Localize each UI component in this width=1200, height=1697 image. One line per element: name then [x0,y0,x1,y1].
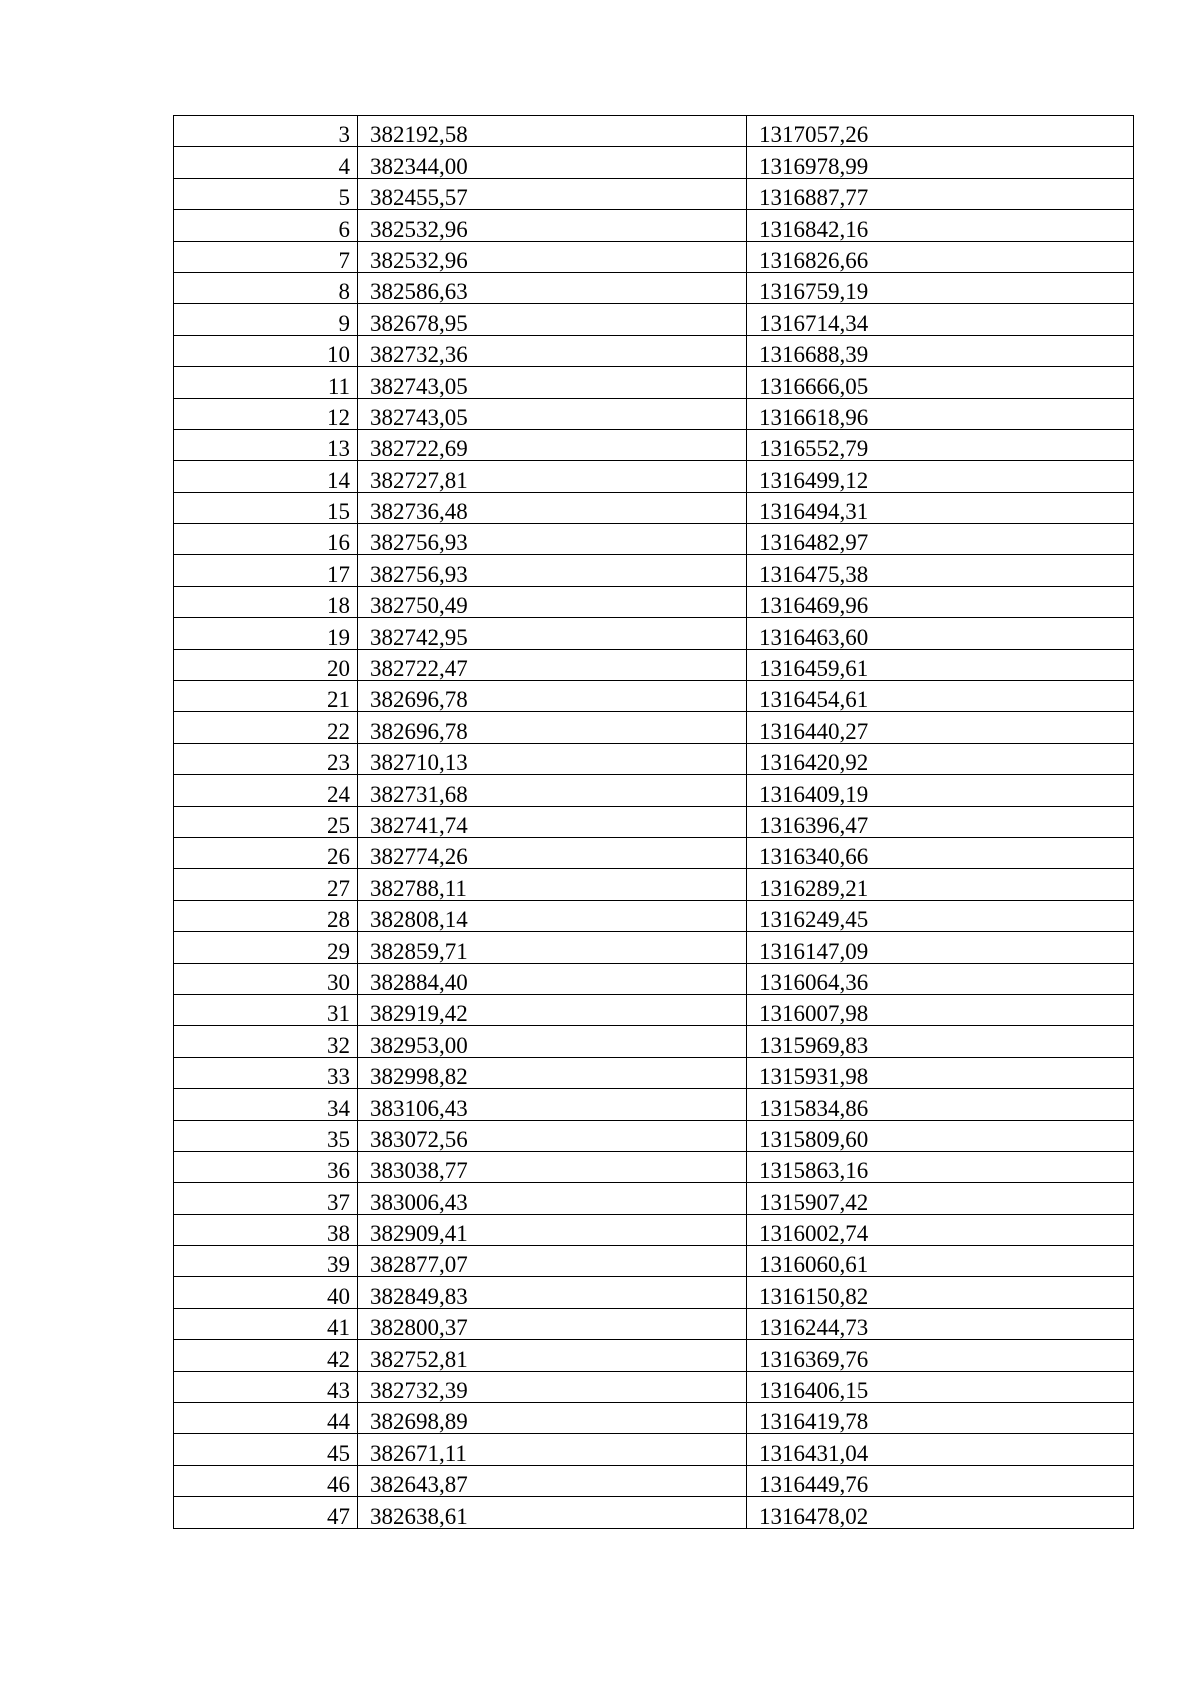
x-coordinate-cell: 382750,49 [358,586,747,617]
y-coordinate-cell: 1316002,74 [747,1214,1134,1245]
point-number-cell: 7 [174,241,358,272]
x-coordinate-cell: 382877,07 [358,1246,747,1277]
y-coordinate-cell: 1315809,60 [747,1120,1134,1151]
table-row [174,649,1134,680]
point-number-cell: 34 [174,1089,358,1120]
table-row [174,900,1134,931]
point-number-cell: 30 [174,963,358,994]
point-number-cell: 31 [174,994,358,1025]
y-coordinate-cell: 1316289,21 [747,869,1134,900]
y-coordinate-cell: 1315834,86 [747,1089,1134,1120]
y-coordinate-cell: 1316007,98 [747,994,1134,1025]
table-row [174,586,1134,617]
point-number-cell: 26 [174,837,358,868]
table-row [174,1120,1134,1151]
x-coordinate-cell: 382953,00 [358,1026,747,1057]
x-coordinate-cell: 382722,47 [358,649,747,680]
y-coordinate-cell: 1316449,76 [747,1465,1134,1496]
x-coordinate-cell: 382743,05 [358,398,747,429]
x-coordinate-cell: 382678,95 [358,304,747,335]
y-coordinate-cell: 1316064,36 [747,963,1134,994]
x-coordinate-cell: 382859,71 [358,932,747,963]
y-coordinate-cell: 1316431,04 [747,1434,1134,1465]
y-coordinate-cell: 1315863,16 [747,1151,1134,1182]
point-number-cell: 11 [174,367,358,398]
table-row [174,1371,1134,1402]
point-number-cell: 15 [174,492,358,523]
coordinate-table [173,115,1134,1529]
point-number-cell: 44 [174,1403,358,1434]
x-coordinate-cell: 382756,93 [358,524,747,555]
y-coordinate-cell: 1316459,61 [747,649,1134,680]
x-coordinate-cell: 382998,82 [358,1057,747,1088]
x-coordinate-cell: 382788,11 [358,869,747,900]
table-row [174,1026,1134,1057]
x-coordinate-cell: 382756,93 [358,555,747,586]
y-coordinate-cell: 1316475,38 [747,555,1134,586]
point-number-cell: 25 [174,806,358,837]
y-coordinate-cell: 1316409,19 [747,775,1134,806]
table-row [174,335,1134,366]
x-coordinate-cell: 382752,81 [358,1340,747,1371]
y-coordinate-cell: 1316147,09 [747,932,1134,963]
point-number-cell: 9 [174,304,358,335]
x-coordinate-cell: 382643,87 [358,1465,747,1496]
table-row [174,398,1134,429]
x-coordinate-cell: 382742,95 [358,618,747,649]
table-row [174,555,1134,586]
point-number-cell: 37 [174,1183,358,1214]
x-coordinate-cell: 382849,83 [358,1277,747,1308]
x-coordinate-cell: 382909,41 [358,1214,747,1245]
table-row [174,1434,1134,1465]
point-number-cell: 10 [174,335,358,366]
x-coordinate-cell: 383006,43 [358,1183,747,1214]
table-row [174,618,1134,649]
x-coordinate-cell: 382736,48 [358,492,747,523]
point-number-cell: 45 [174,1434,358,1465]
point-number-cell: 20 [174,649,358,680]
y-coordinate-cell: 1316369,76 [747,1340,1134,1371]
y-coordinate-cell: 1316759,19 [747,272,1134,303]
table-row [174,1089,1134,1120]
x-coordinate-cell: 382696,78 [358,681,747,712]
point-number-cell: 43 [174,1371,358,1402]
table-row [174,272,1134,303]
point-number-cell: 33 [174,1057,358,1088]
x-coordinate-cell: 382732,39 [358,1371,747,1402]
point-number-cell: 32 [174,1026,358,1057]
y-coordinate-cell: 1316478,02 [747,1497,1134,1528]
x-coordinate-cell: 382732,36 [358,335,747,366]
table-row [174,147,1134,178]
table-row [174,1308,1134,1339]
y-coordinate-cell: 1316406,15 [747,1371,1134,1402]
x-coordinate-cell: 382800,37 [358,1308,747,1339]
table-row [174,932,1134,963]
point-number-cell: 40 [174,1277,358,1308]
x-coordinate-cell: 383072,56 [358,1120,747,1151]
y-coordinate-cell: 1316469,96 [747,586,1134,617]
table-row [174,1340,1134,1371]
point-number-cell: 13 [174,429,358,460]
y-coordinate-cell: 1316420,92 [747,743,1134,774]
y-coordinate-cell: 1316499,12 [747,461,1134,492]
y-coordinate-cell: 1316978,99 [747,147,1134,178]
table-row [174,210,1134,241]
y-coordinate-cell: 1316419,78 [747,1403,1134,1434]
y-coordinate-cell: 1316454,61 [747,681,1134,712]
table-row [174,837,1134,868]
y-coordinate-cell: 1316714,34 [747,304,1134,335]
point-number-cell: 4 [174,147,358,178]
point-number-cell: 41 [174,1308,358,1339]
table-row [174,1497,1134,1528]
point-number-cell: 22 [174,712,358,743]
y-coordinate-cell: 1316440,27 [747,712,1134,743]
x-coordinate-cell: 382532,96 [358,210,747,241]
x-coordinate-cell: 382710,13 [358,743,747,774]
point-number-cell: 14 [174,461,358,492]
y-coordinate-cell: 1316666,05 [747,367,1134,398]
x-coordinate-cell: 382344,00 [358,147,747,178]
y-coordinate-cell: 1317057,26 [747,116,1134,147]
point-number-cell: 28 [174,900,358,931]
point-number-cell: 23 [174,743,358,774]
y-coordinate-cell: 1316826,66 [747,241,1134,272]
point-number-cell: 21 [174,681,358,712]
y-coordinate-cell: 1316244,73 [747,1308,1134,1339]
table-row [174,524,1134,555]
table-row [174,1246,1134,1277]
y-coordinate-cell: 1316249,45 [747,900,1134,931]
table-row [174,1057,1134,1088]
x-coordinate-cell: 382671,11 [358,1434,747,1465]
table-row [174,963,1134,994]
x-coordinate-cell: 382698,89 [358,1403,747,1434]
point-number-cell: 16 [174,524,358,555]
table-row [174,1403,1134,1434]
point-number-cell: 24 [174,775,358,806]
table-row [174,461,1134,492]
y-coordinate-cell: 1316060,61 [747,1246,1134,1277]
x-coordinate-cell: 382586,63 [358,272,747,303]
table-row [174,681,1134,712]
table-row [174,429,1134,460]
x-coordinate-cell: 382532,96 [358,241,747,272]
x-coordinate-cell: 382455,57 [358,178,747,209]
table-row [174,712,1134,743]
table-row [174,1465,1134,1496]
point-number-cell: 17 [174,555,358,586]
x-coordinate-cell: 382919,42 [358,994,747,1025]
point-number-cell: 46 [174,1465,358,1496]
table-row [174,116,1134,147]
y-coordinate-cell: 1316688,39 [747,335,1134,366]
point-number-cell: 8 [174,272,358,303]
x-coordinate-cell: 382696,78 [358,712,747,743]
table-row [174,1214,1134,1245]
y-coordinate-cell: 1316463,60 [747,618,1134,649]
y-coordinate-cell: 1315969,83 [747,1026,1134,1057]
point-number-cell: 38 [174,1214,358,1245]
point-number-cell: 19 [174,618,358,649]
table-row [174,178,1134,209]
point-number-cell: 42 [174,1340,358,1371]
y-coordinate-cell: 1315907,42 [747,1183,1134,1214]
point-number-cell: 36 [174,1151,358,1182]
x-coordinate-cell: 383106,43 [358,1089,747,1120]
table-row [174,775,1134,806]
y-coordinate-cell: 1316552,79 [747,429,1134,460]
point-number-cell: 27 [174,869,358,900]
x-coordinate-cell: 382638,61 [358,1497,747,1528]
x-coordinate-cell: 382722,69 [358,429,747,460]
table-row [174,241,1134,272]
table-row [174,994,1134,1025]
table-row [174,806,1134,837]
x-coordinate-cell: 382774,26 [358,837,747,868]
coordinate-table-body [174,116,1134,1529]
y-coordinate-cell: 1316842,16 [747,210,1134,241]
y-coordinate-cell: 1316887,77 [747,178,1134,209]
x-coordinate-cell: 382727,81 [358,461,747,492]
table-row [174,1151,1134,1182]
point-number-cell: 35 [174,1120,358,1151]
y-coordinate-cell: 1315931,98 [747,1057,1134,1088]
y-coordinate-cell: 1316494,31 [747,492,1134,523]
table-row [174,1277,1134,1308]
table-row [174,1183,1134,1214]
point-number-cell: 39 [174,1246,358,1277]
y-coordinate-cell: 1316396,47 [747,806,1134,837]
x-coordinate-cell: 383038,77 [358,1151,747,1182]
table-row [174,869,1134,900]
table-row [174,367,1134,398]
x-coordinate-cell: 382808,14 [358,900,747,931]
point-number-cell: 18 [174,586,358,617]
x-coordinate-cell: 382741,74 [358,806,747,837]
point-number-cell: 6 [174,210,358,241]
point-number-cell: 12 [174,398,358,429]
table-row [174,304,1134,335]
table-row [174,492,1134,523]
x-coordinate-cell: 382192,58 [358,116,747,147]
point-number-cell: 5 [174,178,358,209]
y-coordinate-cell: 1316482,97 [747,524,1134,555]
point-number-cell: 47 [174,1497,358,1528]
y-coordinate-cell: 1316150,82 [747,1277,1134,1308]
y-coordinate-cell: 1316618,96 [747,398,1134,429]
x-coordinate-cell: 382731,68 [358,775,747,806]
table-row [174,743,1134,774]
y-coordinate-cell: 1316340,66 [747,837,1134,868]
point-number-cell: 29 [174,932,358,963]
x-coordinate-cell: 382743,05 [358,367,747,398]
x-coordinate-cell: 382884,40 [358,963,747,994]
point-number-cell: 3 [174,116,358,147]
